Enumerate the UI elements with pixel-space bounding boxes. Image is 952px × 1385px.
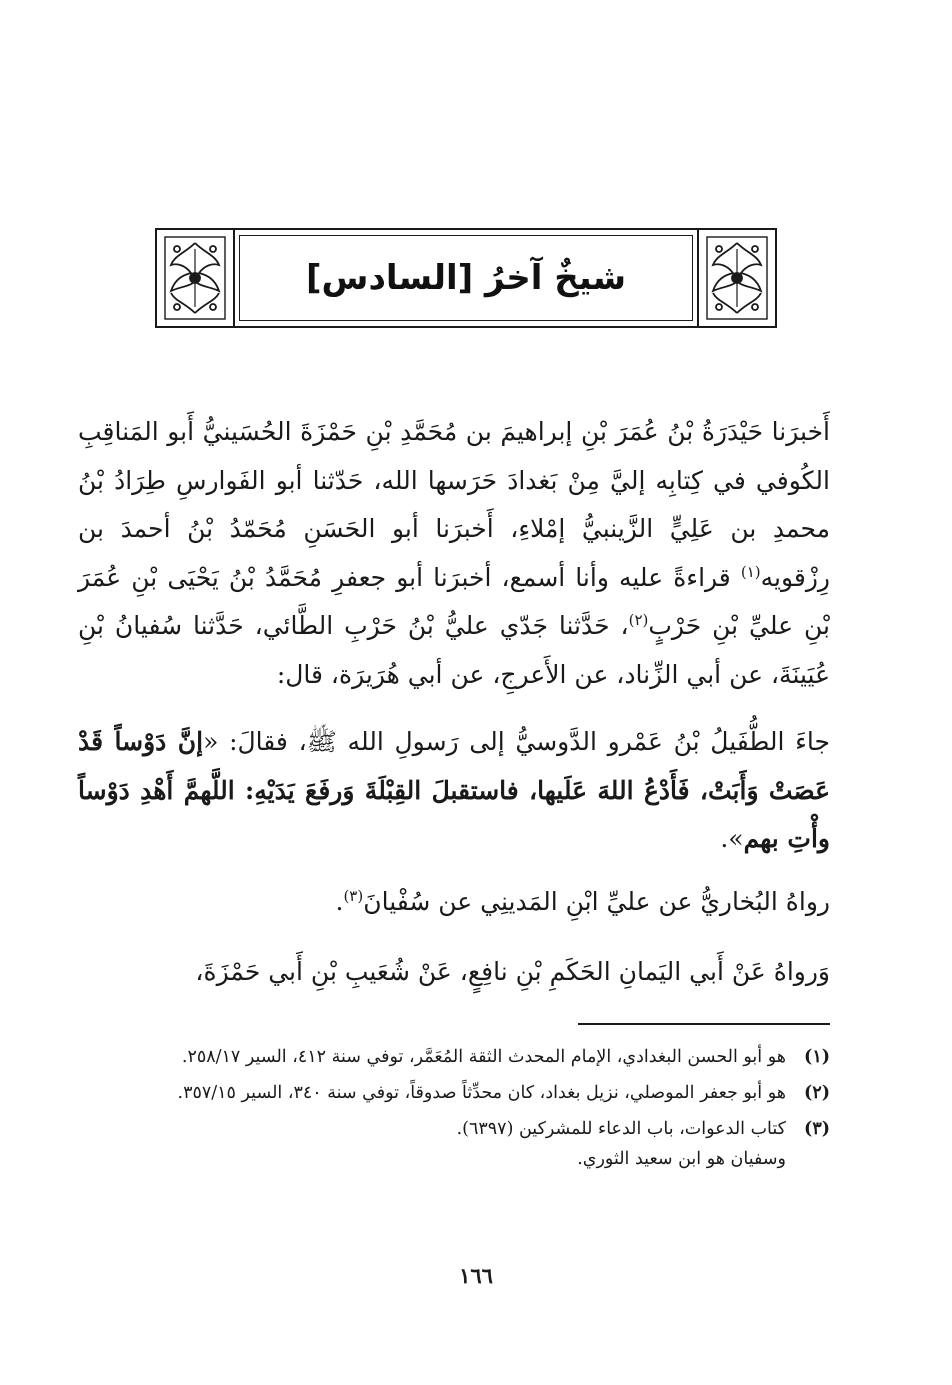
page-number: ١٦٦ xyxy=(459,1263,493,1288)
hadith-paragraph xyxy=(78,718,830,864)
hadith-close: ». xyxy=(720,824,744,853)
footnote-number: (١) xyxy=(804,1047,830,1067)
footnote-item xyxy=(88,1079,830,1108)
footnote-text: هو أبو الحسن البغدادي، الإمام المحدث الثقة المُعَمَّر، توفي سنة ٤١٢، السير ٢٥٨/١٧. xyxy=(181,1047,786,1067)
footnote-number: (٣) xyxy=(804,1119,830,1139)
footnote-ref-1[interactable]: (١) xyxy=(740,562,761,581)
bukhari-text: رواهُ البُخاريُّ عن عليِّ ابْنِ المَدينِي عن سُفْيانَ xyxy=(363,887,830,916)
footnotes-section xyxy=(88,1043,830,1174)
footnote-divider xyxy=(578,1023,830,1025)
heading-inner-box xyxy=(239,235,693,321)
bukhari-paragraph xyxy=(78,878,830,927)
section-heading-frame xyxy=(155,228,777,328)
isnad-text-1: أَخبرَنا حَيْدَرَةُ بْنُ عُمَرَ بْنِ إبراهيمَ بن مُحَمَّدِ بْنِ حَمْزَةَ الحُسَينيُّ أَبو المَناقِبِ الكُوفي في كِتابِه إليَّ مِنْ بَغدادَ حَرَسها الله، حَدّثنا أبو الفَوارسِ طِرَادُ بْنُ محمدِ بن عَلِيٍّ الزَّينبيُّ إمْلاءِ، أَخبرَنا أبو الحَسَنِ مُحَمّدُ بْنُ أحمدَ بن رِزْقويه xyxy=(78,417,830,592)
footnote-item xyxy=(88,1043,830,1072)
isnad-paragraph xyxy=(78,408,830,699)
footnote-text: كتاب الدعوات، باب الدعاء للمشركين (٦٣٩٧). xyxy=(456,1119,786,1139)
bukhari-end: . xyxy=(335,887,344,916)
footnote-ref-3[interactable]: (٣) xyxy=(343,887,364,905)
section-title: شيخٌ آخرُ [السادس] xyxy=(305,258,627,298)
footnote-ref-2[interactable]: (٢) xyxy=(628,611,649,629)
riwaya-paragraph xyxy=(78,948,830,997)
hadith-matn: إنَّ دَوْساً قَدْ عَصَتْ وَأَبَتْ، فَأَدْعُ اللهَ عَلَيها، فاستقبلَ القِبْلَةَ وَرفَعَ يَدَيْهِ: اللَّهمَّ أَهْدِ دَوْساً وأْتِ بهم xyxy=(78,727,830,853)
riwaya-text: وَرواهُ عَنْ أَبي اليَمانِ الحَكَمِ بْنِ نافِعٍ، عَنْ شُعَيبِ بْنِ أَبي حَمْزَةَ، xyxy=(195,957,830,986)
footnote-continuation: وسفيان هو ابن سعيد الثوري. xyxy=(577,1149,786,1169)
footnote-item xyxy=(88,1115,830,1144)
hadith-intro: جاءَ الطُّفَيلُ بْنُ عَمْرو الدَّوسيُّ إلى رَسولِ الله ﷺ، فقالَ: « xyxy=(203,727,830,756)
footnote-text: هو أبو جعفر الموصلي، نزيل بغداد، كان محدِّثاً صدوقاً، توفي سنة ٣٤٠، السير ٣٥٧/١٥. xyxy=(177,1083,786,1103)
floral-ornament-icon xyxy=(697,230,775,326)
isnad-text-3: ، حَدَّثنا جَدّي عليُّ بْنُ حَرْبِ الطَّائي، حَدَّثنا سُفيانُ بْنِ عُيَينَةَ، عن أبي الزِّناد، عن الأَعرجِ، عن أبي هُرَيرَة، قال: xyxy=(78,611,830,689)
isnad-text-2: قراءةً عليه وأنا أسمع، أخبرَنا أبو جعفرِ مُحَمَّدُ بْنُ يَحْيَى بْنِ عُمَرَ بْنِ عليِّ بْنِ حَرْبٍ xyxy=(78,562,830,640)
floral-ornament-icon xyxy=(157,230,235,326)
footnote-number: (٢) xyxy=(804,1083,830,1103)
